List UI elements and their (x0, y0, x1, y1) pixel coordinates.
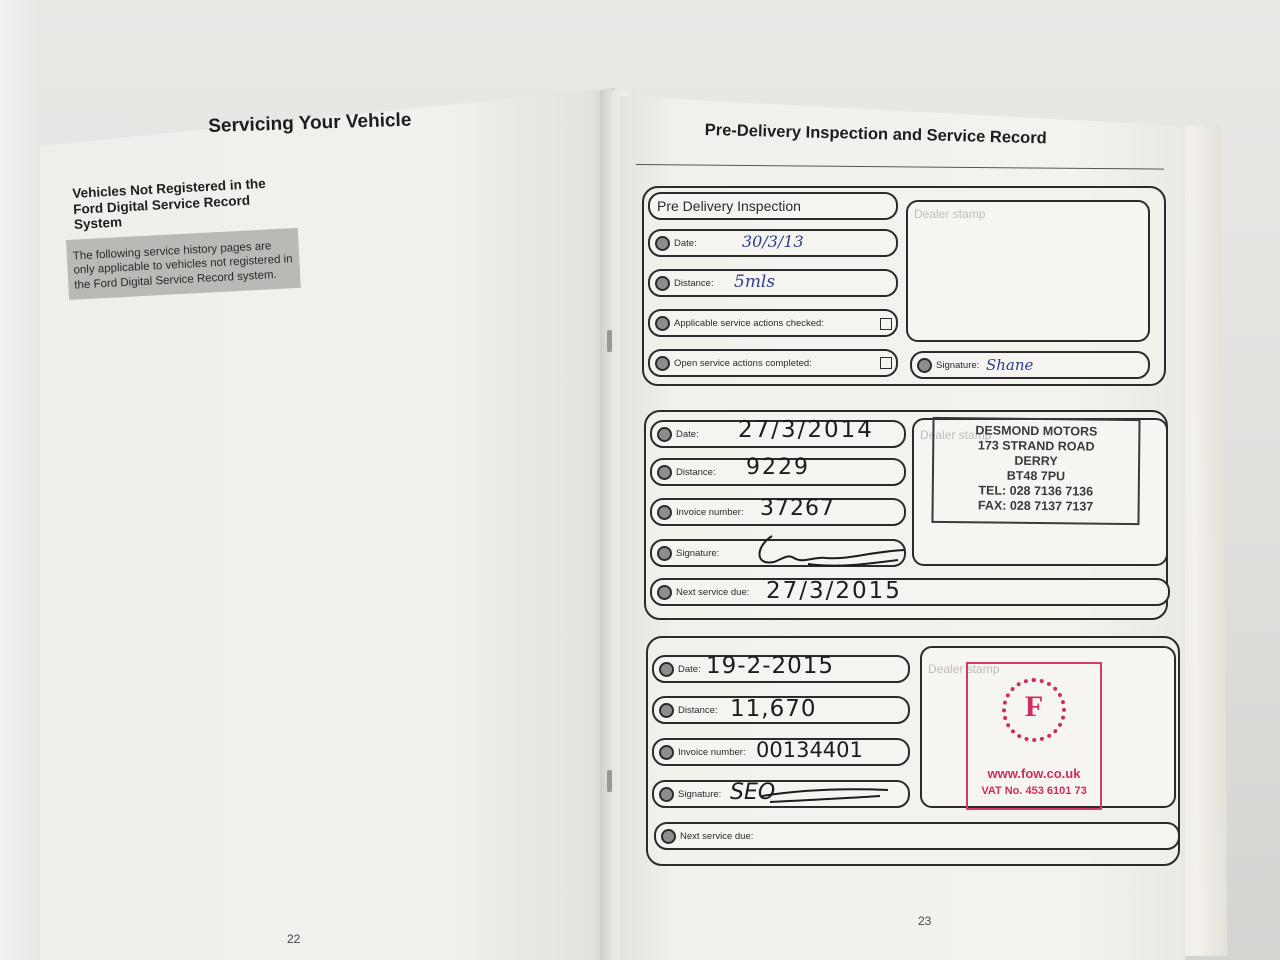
radio-dot-icon (659, 787, 674, 802)
radio-dot-icon (659, 662, 674, 677)
radio-dot-icon (657, 427, 672, 442)
pdi-open-actions-field[interactable] (648, 349, 898, 377)
service2-signature-tail (760, 786, 890, 808)
left-page-subheading: Vehicles Not Registered in the Ford Digital Service Record System (72, 175, 267, 232)
radio-dot-icon (655, 236, 670, 251)
pdi-dealer-stamp-label: Dealer stamp (914, 207, 986, 221)
stamp-line: DESMOND MOTORS (975, 423, 1098, 439)
left-page-note-box (66, 228, 301, 300)
checkbox-icon[interactable] (880, 357, 892, 369)
stamp-line: FAX: 028 7137 7137 (977, 498, 1094, 514)
fow-stamp-letter: F (1024, 690, 1044, 723)
service1-date-label: Date: (676, 429, 699, 440)
service1-invoice-value: 37267 (760, 496, 835, 521)
radio-dot-icon (659, 745, 674, 760)
service2-next-label: Next service due: (680, 831, 754, 842)
service1-date-value: 27/3/2014 (738, 417, 874, 443)
radio-dot-icon (655, 356, 670, 371)
service1-next-due-field[interactable] (650, 578, 1170, 606)
staple-hole (607, 770, 612, 792)
desk-background (0, 0, 40, 960)
service1-dealer-stamp-label: Dealer stamp (920, 428, 992, 442)
pdi-applicable-field[interactable] (648, 309, 898, 337)
pdi-applicable-label: Applicable service actions checked: (674, 318, 824, 329)
stamp-line: DERRY (1014, 453, 1058, 469)
fow-stamp-vat: VAT No. 453 6101 73 (981, 785, 1087, 797)
pdi-heading-field (648, 192, 898, 220)
radio-dot-icon (917, 358, 932, 373)
right-page-number: 23 (918, 914, 932, 928)
staple-hole (607, 330, 612, 352)
service2-date-label: Date: (678, 664, 701, 675)
service1-signature-label: Signature: (676, 548, 720, 559)
service1-distance-label: Distance: (676, 467, 716, 478)
service2-signature-value: SEO (730, 780, 776, 805)
service2-date-value: 19-2-2015 (706, 653, 835, 679)
service2-next-due-field[interactable] (654, 822, 1180, 850)
service1-distance-value: 9229 (746, 455, 810, 480)
radio-dot-icon (661, 829, 676, 844)
checkbox-icon[interactable] (880, 318, 892, 330)
service2-invoice-label: Invoice number: (678, 747, 746, 758)
left-page-number: 22 (287, 932, 301, 946)
pdi-distance-value: 5mls (734, 272, 776, 292)
pdi-date-value: 30/3/13 (742, 232, 804, 251)
service2-dealer-stamp-label: Dealer stamp (928, 662, 1000, 676)
radio-dot-icon (657, 546, 672, 561)
radio-dot-icon (659, 703, 674, 718)
service2-distance-value: 11,670 (730, 696, 817, 722)
pdi-heading: Pre Delivery Inspection (657, 198, 801, 214)
service1-next-value: 27/3/2015 (766, 578, 902, 604)
radio-dot-icon (657, 505, 672, 520)
pdi-signature-value: Shane (986, 356, 1034, 374)
stamp-line: 173 STRAND ROAD (977, 438, 1095, 454)
pdi-distance-label: Distance: (674, 278, 714, 289)
right-page-title: Pre-Delivery Inspection and Service Record (704, 121, 1047, 148)
radio-dot-icon (655, 316, 670, 331)
pdi-signature-label: Signature: (936, 360, 980, 371)
service2-distance-label: Distance: (678, 705, 718, 716)
service2-invoice-value: 00134401 (756, 738, 863, 762)
service1-next-label: Next service due: (676, 587, 750, 598)
stamp-line: TEL: 028 7136 7136 (978, 483, 1094, 499)
service2-signature-label: Signature: (678, 789, 722, 800)
left-page-title: Servicing Your Vehicle (208, 109, 412, 137)
pdi-date-label: Date: (674, 238, 697, 249)
radio-dot-icon (655, 276, 670, 291)
fow-dealer-stamp (966, 662, 1102, 810)
service1-signature-scrawl (748, 528, 908, 572)
pdi-open-label: Open service actions completed: (674, 358, 812, 369)
pdi-dealer-stamp-box (906, 200, 1150, 342)
left-page-note: The following service history pages are only applicable to vehicles not registered in the Ford Digital Service Record system. (72, 240, 293, 292)
fow-stamp-url: www.fow.co.uk (987, 766, 1081, 781)
radio-dot-icon (657, 465, 672, 480)
service1-invoice-label: Invoice number: (676, 507, 744, 518)
desmond-motors-stamp (931, 417, 1140, 525)
radio-dot-icon (657, 585, 672, 600)
stamp-line: BT48 7PU (1006, 468, 1066, 484)
